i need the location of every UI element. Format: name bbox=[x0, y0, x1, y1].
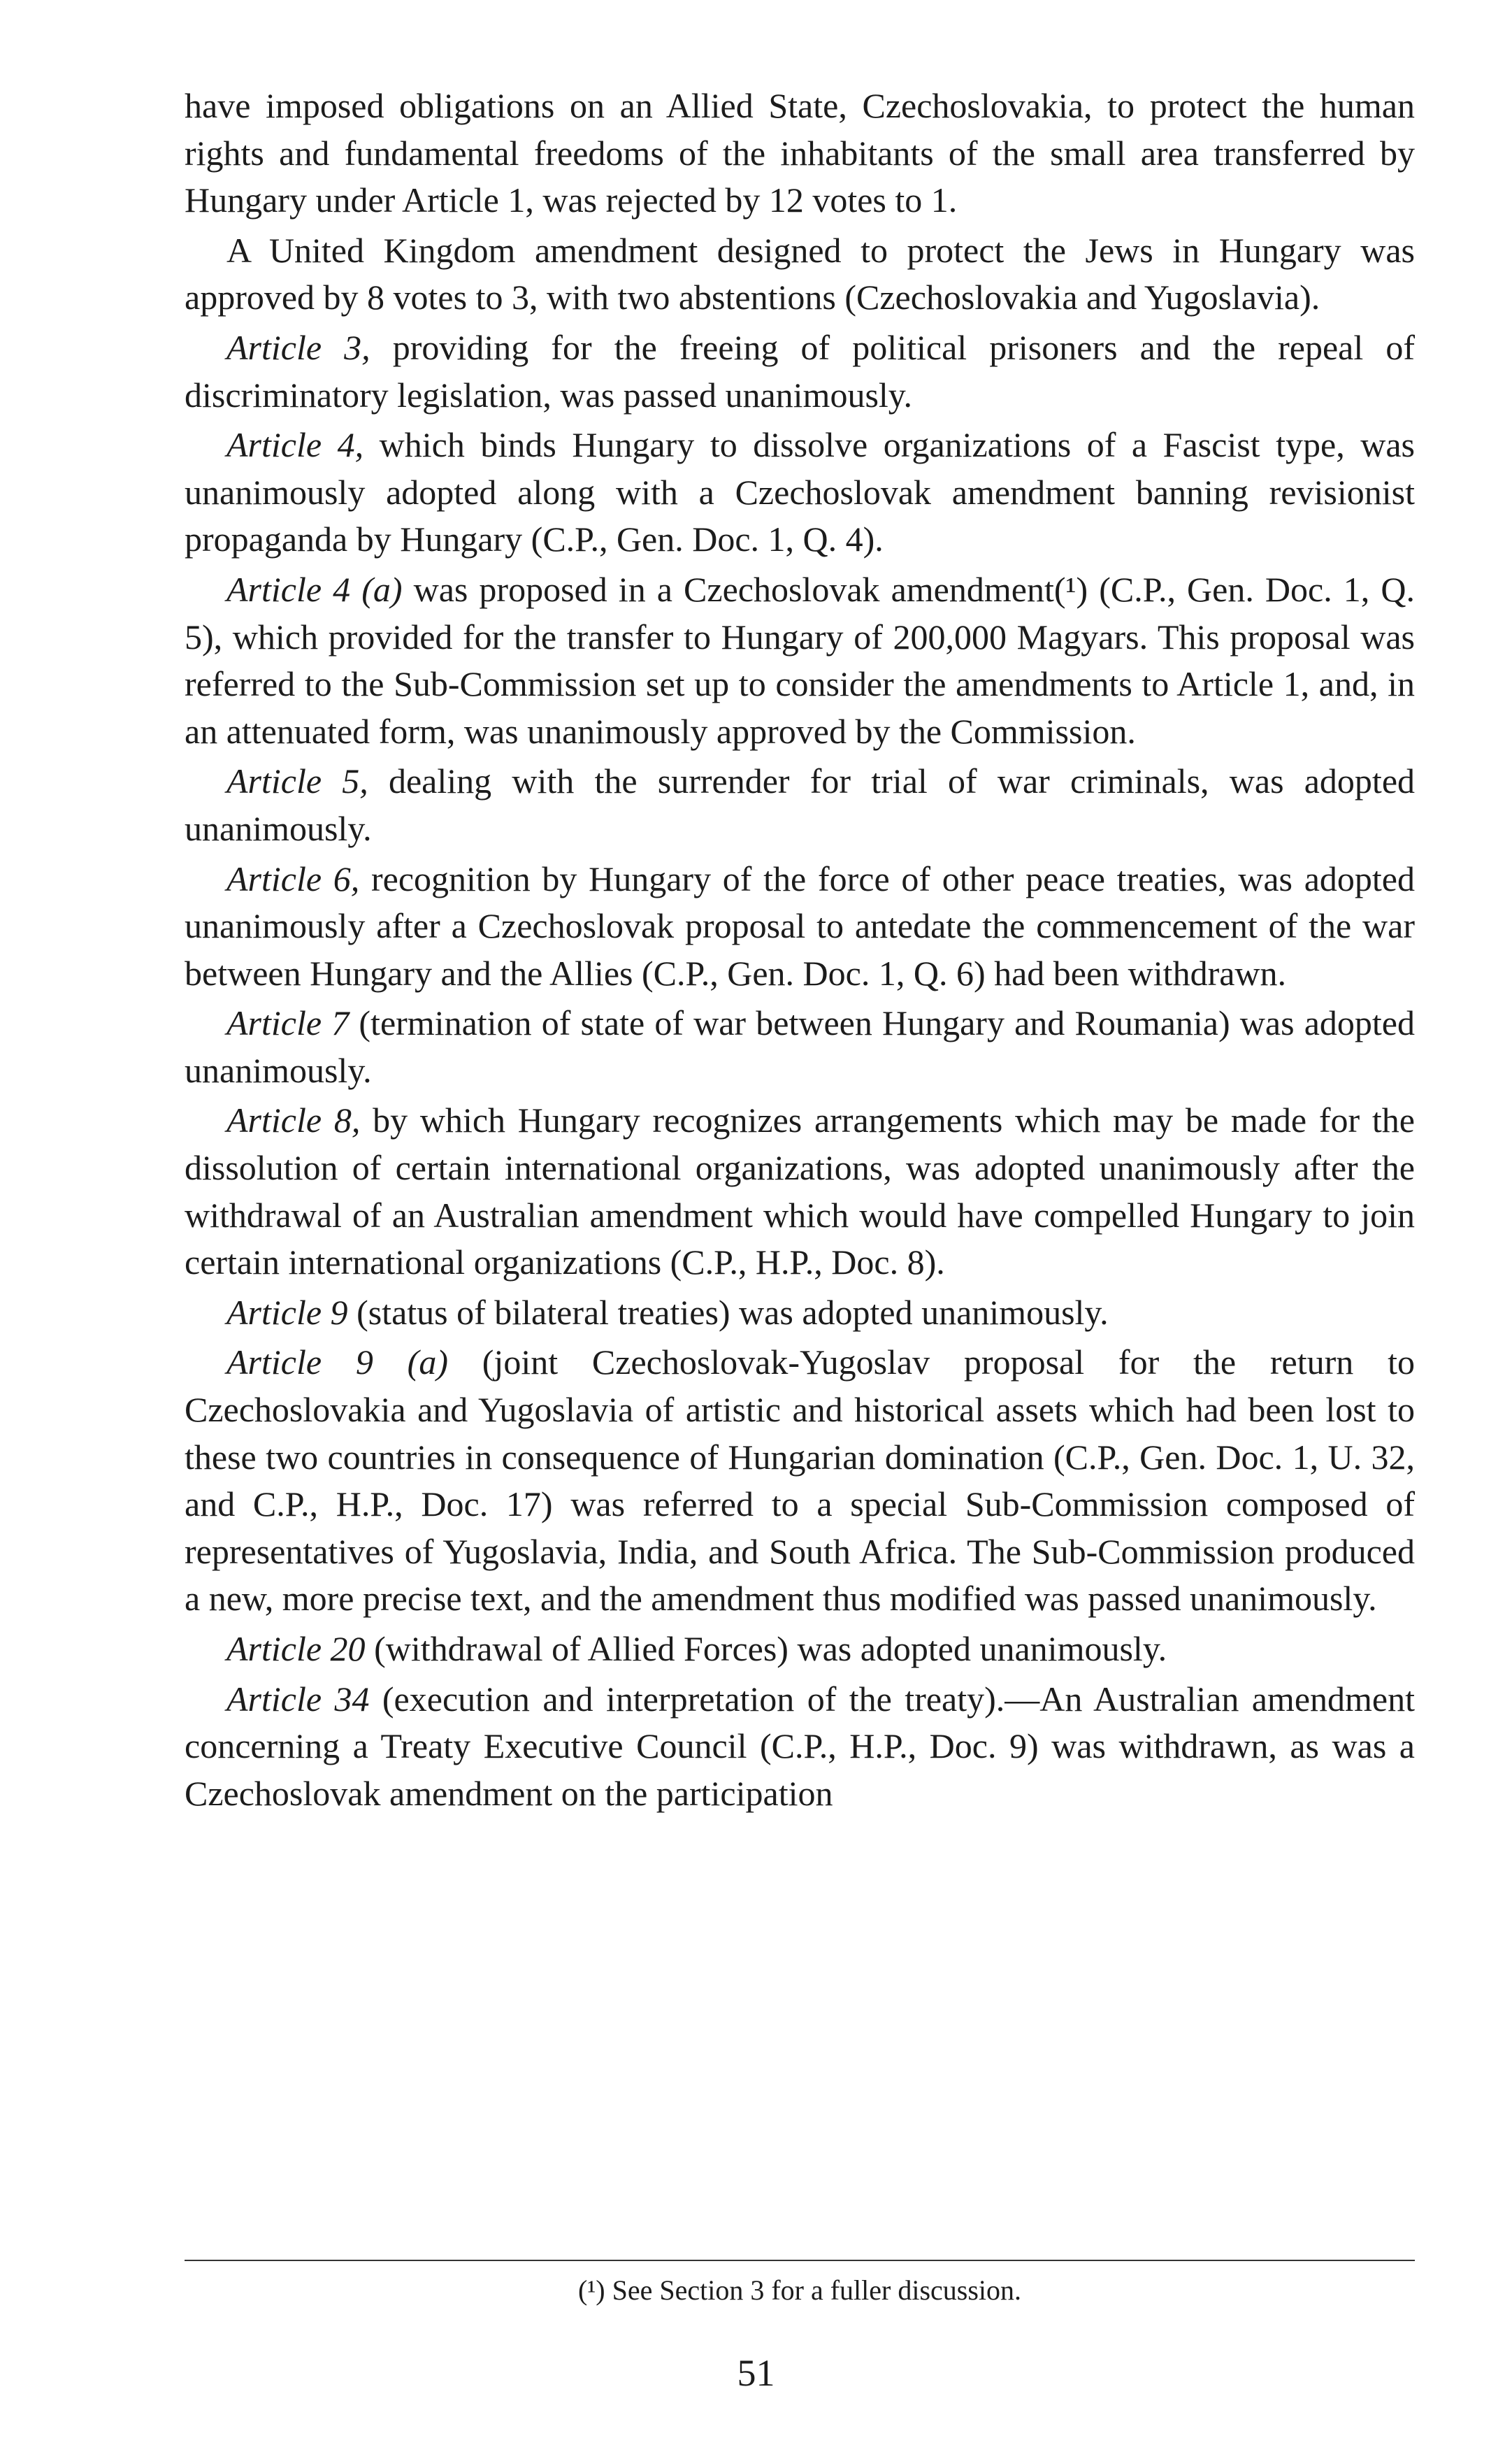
body-text bbox=[185, 83, 1415, 1820]
paragraph-article-9a bbox=[185, 1339, 1415, 1623]
article-lead: Article 4 (a) bbox=[226, 569, 403, 609]
paragraph-text: (execution and interpretation of the treaty).—An Australian amendment concerning a Treaty Executive Council (C.P., H.P., Doc. 9) was withdrawn, as was a Czechoslovak amendment on the participation bbox=[185, 1679, 1415, 1813]
paragraph-text: (status of bilateral treaties) was adopted unanimously. bbox=[347, 1292, 1109, 1332]
article-lead: Article 8, bbox=[226, 1100, 361, 1140]
article-lead: Article 5, bbox=[226, 761, 368, 801]
article-lead: Article 4, bbox=[226, 425, 364, 465]
article-lead: Article 7 bbox=[226, 1003, 350, 1043]
paragraph-article-5 bbox=[185, 758, 1415, 852]
paragraph-text: dealing with the surrender for trial of war criminals, was adopted unanimously. bbox=[185, 761, 1416, 848]
article-lead: Article 3, bbox=[226, 327, 370, 367]
paragraph-text: which binds Hungary to dissolve organizations of a Fascist type, was unanimously adopted along with a Czechoslovak amendment banning revisionist propaganda by Hungary (C.P., Gen. Doc. 1, Q. 4). bbox=[185, 425, 1416, 559]
paragraph-article-4 bbox=[185, 422, 1415, 564]
paragraph-uk-amendment bbox=[185, 227, 1415, 322]
footnote: (¹) See Section 3 for a fuller discussion. bbox=[577, 2274, 1022, 2306]
paragraph-article-4a bbox=[185, 566, 1415, 755]
article-lead: Article 9 (a) bbox=[226, 1342, 448, 1382]
paragraph-text: was proposed in a Czechoslovak amendment(¹) (C.P., Gen. Doc. 1, Q. 5), which provided for the transfer to Hungary of 200,000 Magyars. This proposal was referred to the Sub-Commission set up to consider the amendments to Article 1, and, in an attenuated form, was unanimously approved by the Commission. bbox=[185, 569, 1415, 751]
footnote-divider bbox=[185, 2260, 1415, 2261]
paragraph-text: (withdrawal of Allied Forces) was adopted unanimously. bbox=[365, 1629, 1167, 1668]
page-number: 51 bbox=[737, 2352, 775, 2394]
paragraph-article-3 bbox=[185, 324, 1415, 419]
paragraph-article-20 bbox=[185, 1626, 1415, 1673]
paragraph-continuation bbox=[185, 83, 1415, 224]
paragraph-text: (joint Czechoslovak-Yugoslav proposal for the return to Czechoslovakia and Yugoslavia of artistic and historical assets which had been lost to these two countries in consequence of Hungarian domination (C.P., Gen. Doc. 1, U. 32, and C.P., H.P., Doc. 17) was referred to a special Sub-Commission composed of representatives of Yugoslavia, India, and South Africa. The Sub-Commission produced a new, more precise text, and the amendment thus modified was passed unanimously. bbox=[185, 1342, 1415, 1619]
paragraph-article-7 bbox=[185, 1000, 1415, 1094]
paragraph-text: recognition by Hungary of the force of other peace treaties, was adopted unanimously after a Czechoslovak proposal to antedate the commencement of the war between Hungary and the Allies (C.P., Gen. Doc. 1, Q. 6) had been withdrawn. bbox=[185, 859, 1415, 993]
article-lead: Article 6, bbox=[226, 859, 360, 898]
paragraph-article-6 bbox=[185, 856, 1415, 998]
paragraph-text: (termination of state of war between Hungary and Roumania) was adopted unanimously. bbox=[185, 1003, 1415, 1090]
article-lead: Article 9 bbox=[226, 1292, 348, 1332]
paragraph-text: have imposed obligations on an Allied State, Czechoslovakia, to protect the human rights and fundamental freedoms of the inhabitants of the small area transferred by Hungary under Article 1, was rejected by 12 votes to 1. bbox=[185, 86, 1415, 220]
paragraph-article-8 bbox=[185, 1097, 1415, 1286]
paragraph-article-34 bbox=[185, 1676, 1415, 1818]
article-lead: Article 34 bbox=[226, 1679, 370, 1719]
article-lead: Article 20 bbox=[226, 1629, 366, 1668]
paragraph-text: A United Kingdom amendment designed to protect the Jews in Hungary was approved by 8 votes to 3, with two abstentions (Czechoslovakia and Yugoslavia). bbox=[185, 230, 1415, 317]
paragraph-text: providing for the freeing of political prisoners and the repeal of discriminatory legislation, was passed unanimously. bbox=[185, 327, 1415, 415]
paragraph-article-9 bbox=[185, 1289, 1415, 1337]
paragraph-text: by which Hungary recognizes arrangements which may be made for the dissolution of certain international organizations, was adopted unanimously after the withdrawal of an Australian amendment which would have compelled Hungary to join certain international organizations (C.P., H.P., Doc. 8). bbox=[185, 1100, 1416, 1282]
